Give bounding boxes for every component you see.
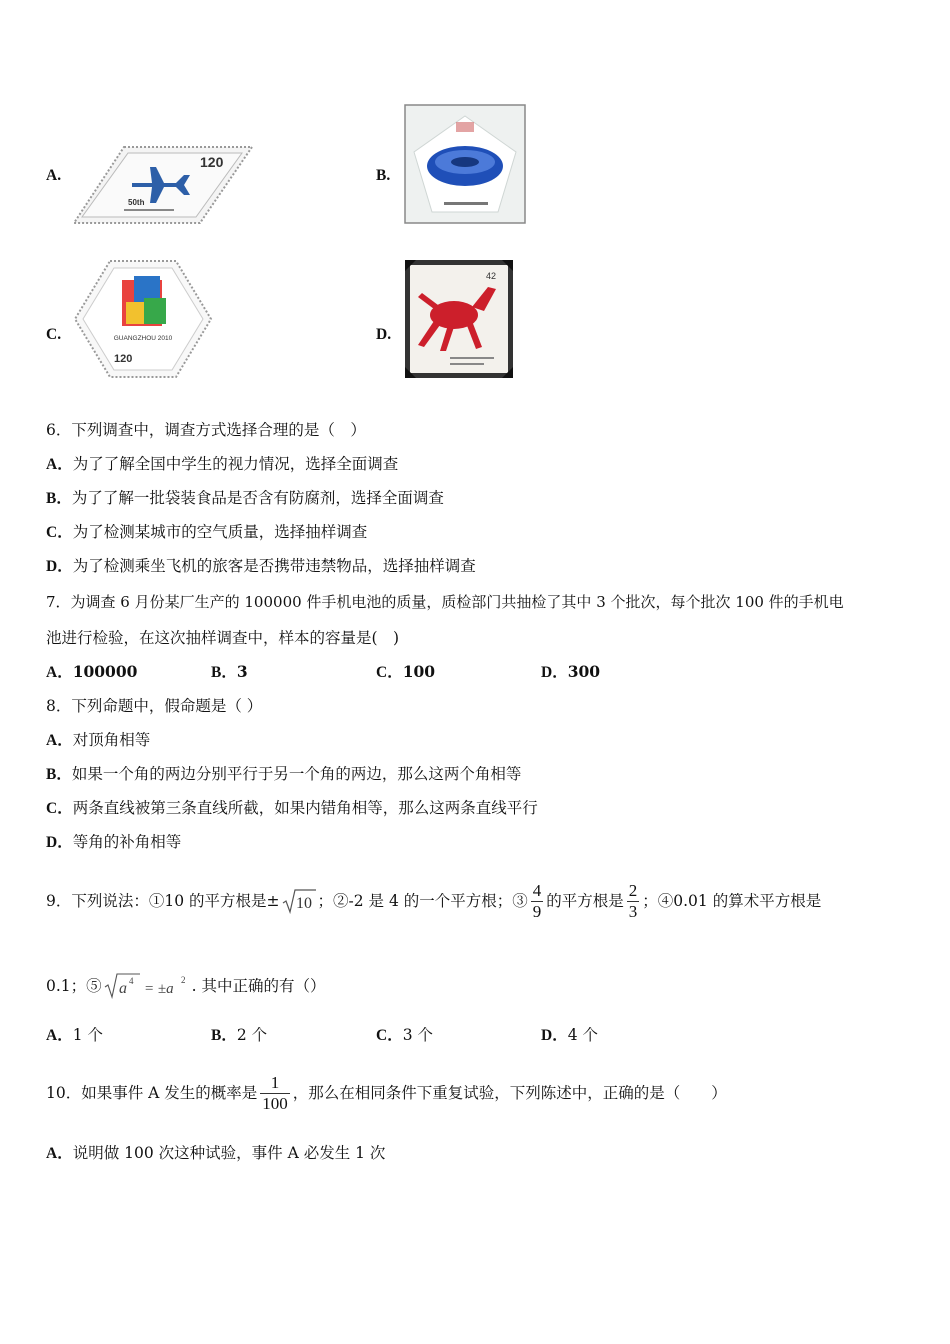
q9-option-a: A．1 个 [46, 1026, 103, 1044]
sqrt-sign-icon [104, 971, 190, 1001]
sqrt-a4-expression [104, 971, 190, 1001]
asian-games-stamp-icon [72, 258, 214, 380]
sqrt-sign-icon [282, 888, 316, 914]
stamp-a-value: 120 [200, 154, 224, 170]
q6-option-d: D．为了检测乘坐飞机的旅客是否携带违禁物品，选择抽样调查 [46, 557, 476, 575]
fraction-2-3: $\frac{2}{3}$ [628, 880, 638, 921]
svg-text:= ±a: = ±a [143, 981, 174, 997]
q7-option-d: D．300 [541, 662, 601, 681]
fraction-4-9: $\frac{4}{9}$ [532, 880, 542, 921]
stamp-a-sub: 50th [128, 198, 145, 207]
q5-option-a-letter: A. [46, 167, 62, 184]
stamp-d-value: 42 [486, 271, 497, 281]
airplane-stamp-icon [72, 145, 254, 225]
horse-stamp-icon [404, 259, 514, 379]
q7-option-c: C．100 [376, 662, 436, 681]
q10-stem: 10．如果事件 A 发生的概率是 $\frac{1}{100}$ ，那么在相同条件下重复试验，下列陈述中，正确的是（ ） [46, 1072, 727, 1113]
q8-option-c: C．两条直线被第三条直线所截，如果内错角相等，那么这两条直线平行 [46, 799, 538, 817]
svg-text:4: 4 [128, 976, 134, 986]
q7-stem-line2: 池进行检验，在这次抽样调查中，样本的容量是( ) [46, 629, 400, 647]
q6-stem: 6．下列调查中，调查方式选择合理的是（ ） [46, 421, 366, 439]
q8-option-a: A．对顶角相等 [46, 731, 151, 749]
q9-option-c: C．3 个 [376, 1026, 433, 1044]
q5-option-d-letter: D. [376, 326, 392, 343]
q8-option-d: D．等角的补角相等 [46, 833, 182, 851]
svg-text:2: 2 [180, 975, 186, 985]
q8-option-b: B．如果一个角的两边分别平行于另一个角的两边，那么这两个角相等 [46, 765, 522, 783]
q5-option-b-letter: B. [376, 167, 391, 184]
q7-option-b: B．3 [211, 662, 248, 681]
q6-option-b: B．为了了解一批袋装食品是否含有防腐剂，选择全面调查 [46, 489, 444, 507]
q6-option-a: A．为了了解全国中学生的视力情况，选择全面调查 [46, 455, 399, 473]
stadium-stamp-icon [404, 104, 526, 224]
stamp-c-value: 120 [114, 353, 133, 365]
q6-option-c: C．为了检测某城市的空气质量，选择抽样调查 [46, 523, 368, 541]
stamp-c-text: GUANGZHOU 2010 [113, 335, 173, 342]
fraction-1-100: $\frac{1}{100}$ [262, 1072, 288, 1113]
q9-stem-line1: 9．下列说法：①10 的平方根是± 10 ；②-2 是 4 的一个平方根；③ $\frac{4}{9}$ 的平方根是 $\frac{2}{3}$ ；④0.01 的算术平方根是 [46, 880, 822, 921]
sqrt-10 [282, 888, 316, 914]
svg-text:a: a [118, 980, 127, 997]
q10-option-a: A．说明做 100 次这种试验，事件 A 必发生 1 次 [46, 1144, 386, 1162]
svg-text:10: 10 [295, 895, 312, 912]
q9-option-d: D．4 个 [541, 1026, 598, 1044]
q9-option-b: B．2 个 [211, 1026, 268, 1044]
q5-option-c-letter: C. [46, 326, 62, 343]
q7-stem-line1: 7．为调查 6 月份某厂生产的 100000 件手机电池的质量，质检部门共抽检了其中 3 个批次，每个批次 100 件的手机电 [46, 593, 844, 611]
q8-stem: 8．下列命题中，假命题是（ ） [46, 697, 263, 715]
q7-option-a: A．100000 [46, 662, 138, 681]
q9-stem-line2: 0.1；⑤ a 4 = ±a 2 . 其中正确的有（） [46, 964, 326, 1008]
